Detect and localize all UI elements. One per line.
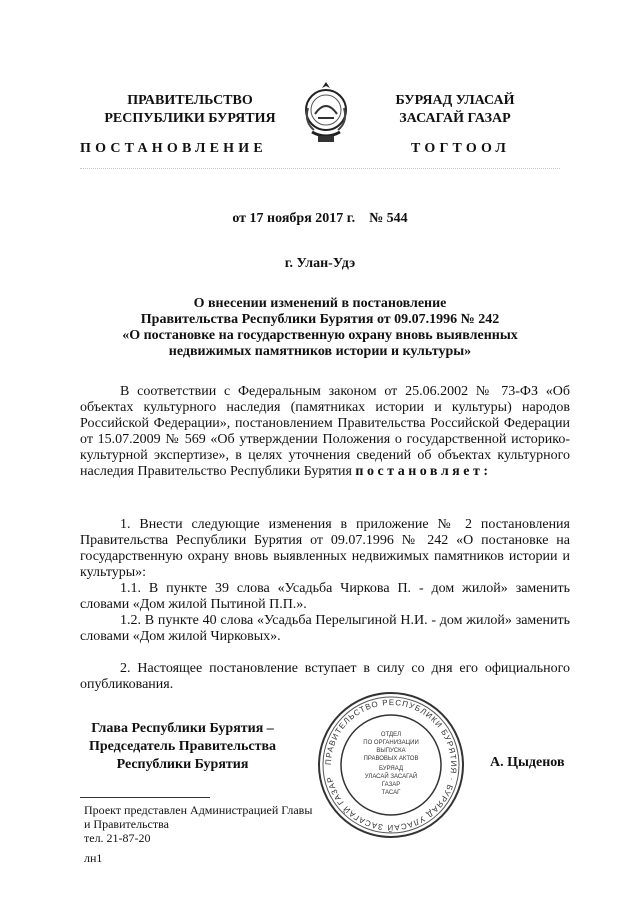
signatory-name: А. Цыденов: [490, 755, 565, 770]
stamp-center-line: ПРАВОВЫХ АКТОВ: [363, 756, 419, 762]
header-left-line-2: РЕСПУБЛИКИ БУРЯТИЯ: [104, 111, 276, 126]
stamp-center-line: ВЫПУСКА: [376, 748, 406, 754]
item-2-text: 2. Настоящее постановление вступает в силу со дня его официального опубликования.: [80, 661, 570, 692]
position-line-2: Председатель Правительства: [88, 739, 277, 754]
signatory-position: [80, 720, 285, 774]
item-1-1-text: 1.1. В пункте 39 слова «Усадьба Чиркова П. - дом жилой» заменить словами «Дом жилой Пытиной П.П.».: [80, 581, 570, 612]
city: г. Улан-Удэ: [284, 256, 356, 271]
item-1-text: 1. Внести следующие изменения в приложение № 2 постановления Правительства Республики Бурятия от 09.07.1996 № 242 «О постановке на государственную охрану вновь выявленных недвижимых памятников истории и культуры»:: [80, 517, 570, 580]
decree-word: постановляет:: [355, 464, 492, 479]
subject-line-4: недвижимых памятников истории и культуры»: [168, 344, 472, 359]
item-2: [80, 661, 570, 693]
footer-code: лн1: [84, 851, 103, 865]
stamp-ring-text: ПРАВИТЕЛЬСТВО РЕСПУБЛИКИ БУРЯТИЯ · БУРЯАД УЛАСАЙ ЗАСАГАЙ ГАЗАР: [323, 697, 459, 833]
footer-note: [84, 803, 312, 845]
date-and-number: от 17 ноября 2017 г. № 544: [232, 211, 408, 226]
position-line-1: Глава Республики Бурятия –: [91, 721, 274, 736]
stamp-center-line: УЛАСАЙ ЗАСАГАЙ: [364, 774, 418, 780]
svg-text:ПРАВИТЕЛЬСТВО РЕСПУБЛИКИ БУРЯТ: [324, 698, 458, 832]
position-line-3: Республики Бурятия: [116, 757, 249, 772]
stamp-center-line: ПО ОРГАНИЗАЦИИ: [363, 740, 419, 746]
preamble: [80, 384, 570, 480]
subject-line-2: Правительства Республики Бурятия от 09.07.1996 № 242: [140, 312, 500, 327]
document-type-buryat: ТОГТООЛ: [411, 141, 511, 156]
header-right-line-2: ЗАСАГАЙ ГАЗАР: [399, 111, 511, 126]
header-right-block: [360, 92, 550, 128]
item-1-2-text: 1.2. В пункте 40 слова «Усадьба Перелыгиной Н.И. - дом жилой» заменить словами «Дом жилой Чирковых».: [80, 613, 570, 644]
footer-divider: [80, 797, 210, 798]
document-type-russian: ПОСТАНОВЛЕНИЕ: [80, 141, 267, 156]
coat-of-arms-emblem: [300, 78, 352, 148]
item-1: [80, 517, 570, 581]
footer-line-2: и Правительства: [84, 817, 169, 831]
document-subject: [80, 296, 560, 360]
preamble-text: В соответствии с Федеральным законом от 25.06.2002 № 73-ФЗ «Об объектах культурного наследия (памятниках истории и культуры) народов Российской Федерации», постановлением Правительства Российской Федерации от 15.07.2009 № 569 «Об утверждении Положения о государственной историко-культурной экспертизе», в целях уточнения сведений об объектах культурного наследия Правительство Республики Бурятия: [80, 384, 570, 479]
subject-line-1: О внесении изменений в постановление: [193, 296, 447, 311]
subject-line-3: «О постановке на государственную охрану вновь выявленных: [122, 328, 518, 343]
footer-line-1: Проект представлен Администрацией Главы: [84, 803, 313, 817]
header-divider: [80, 168, 560, 169]
footer-line-3: тел. 21-87-20: [84, 831, 151, 845]
stamp-center-line: ГАЗАР: [381, 782, 401, 788]
stamp-center-line: ТАСАГ: [381, 790, 401, 796]
stamp-center-line: ОТДЕЛ: [380, 732, 402, 738]
item-1-2: [80, 613, 570, 645]
item-1-1: [80, 581, 570, 613]
header-right-line-1: БУРЯАД УЛАСАЙ: [395, 93, 515, 108]
stamp-center-line: БУРЯАД: [378, 766, 404, 772]
official-stamp: [316, 690, 466, 840]
header-left-block: [90, 92, 290, 128]
header-left-line-1: ПРАВИТЕЛЬСТВО: [127, 93, 253, 108]
